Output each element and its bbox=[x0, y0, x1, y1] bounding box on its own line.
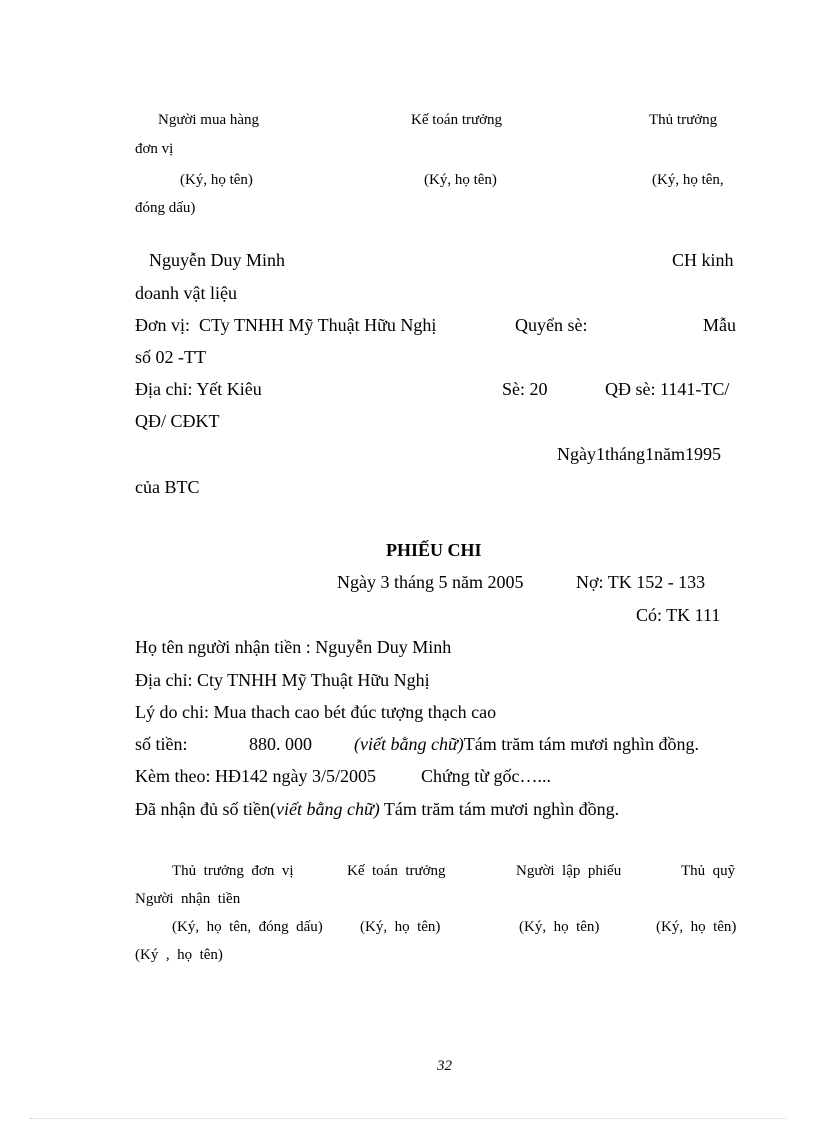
bottom-sign-accountant: (Ký, họ tên) bbox=[360, 919, 441, 935]
header-address: Địa chỉ: Yết Kiêu bbox=[135, 379, 262, 399]
form-label: Mẫu bbox=[703, 315, 736, 335]
bottom-sig-accountant: Kế toán trưởng bbox=[347, 863, 446, 879]
received-words-label: viết bằng chữ) bbox=[275, 799, 380, 819]
page-number: 32 bbox=[437, 1058, 452, 1074]
amount-value: 880. 000 bbox=[249, 734, 312, 754]
received-words: Tám trăm tám mươi nghìn đồng. bbox=[379, 799, 620, 819]
voucher-title: PHIẾU CHI bbox=[386, 540, 482, 560]
amount-words-line bbox=[354, 735, 699, 753]
signature-title-chief-accountant: Kế toán trưởng bbox=[411, 112, 503, 128]
sign-note-buyer: (Ký, họ tên) bbox=[180, 172, 253, 188]
bottom-sig-preparer: Người lập phiếu bbox=[516, 863, 622, 879]
bottom-sign-receiver: (Ký , họ tên) bbox=[135, 947, 223, 963]
received-prefix: Đã nhận đủ số tiền( bbox=[135, 799, 276, 819]
decision-number: QĐ sè: 1141-TC/ bbox=[605, 379, 730, 399]
credit-account: Có: TK 111 bbox=[636, 605, 721, 625]
book-label: Quyển sè: bbox=[515, 315, 588, 335]
payment-reason: Lý do chi: Mua thach cao bét đúc tượng thạch cao bbox=[135, 702, 497, 722]
amount-words: Tám trăm tám mươi nghìn đồng. bbox=[463, 734, 700, 754]
bottom-sign-cashier: (Ký, họ tên) bbox=[656, 919, 737, 935]
decision-number-cont: QĐ/ CĐKT bbox=[135, 411, 220, 431]
attached-documents: Kèm theo: HĐ142 ngày 3/5/2005 bbox=[135, 766, 376, 786]
signature-title-head-cont: đơn vị bbox=[135, 141, 174, 157]
bottom-sig-head: Thủ trưởng đơn vị bbox=[172, 863, 294, 879]
sign-note-head-cont: đóng dấu) bbox=[135, 200, 196, 216]
bottom-sig-cashier: Thủ quỹ bbox=[681, 863, 736, 879]
head-name-cont: doanh vật liệu bbox=[135, 283, 237, 303]
form-code: số 02 -TT bbox=[135, 347, 206, 367]
amount-words-label: (viết bằng chữ) bbox=[354, 734, 464, 754]
debit-account: Nợ: TK 152 - 133 bbox=[576, 572, 706, 592]
receiver-address: Địa chỉ: Cty TNHH Mỹ Thuật Hữu Nghị bbox=[135, 670, 430, 690]
head-name: CH kinh bbox=[672, 250, 734, 270]
decision-date: Ngày1tháng1năm1995 bbox=[557, 444, 721, 464]
amount-label: số tiền: bbox=[135, 734, 188, 754]
document-number: Sè: 20 bbox=[502, 379, 548, 399]
bottom-sign-preparer: (Ký, họ tên) bbox=[519, 919, 600, 935]
original-documents: Chứng từ gốc…... bbox=[421, 766, 552, 786]
sign-note-accountant: (Ký, họ tên) bbox=[424, 172, 497, 188]
buyer-name: Nguyễn Duy Minh bbox=[149, 250, 285, 270]
sign-note-head: (Ký, họ tên, bbox=[652, 172, 724, 188]
decision-issuer: của BTC bbox=[135, 477, 200, 497]
footer-divider bbox=[30, 1118, 786, 1119]
receiver-line: Họ tên người nhận tiền : Nguyễn Duy Minh bbox=[135, 637, 452, 657]
voucher-date: Ngày 3 tháng 5 năm 2005 bbox=[337, 572, 524, 592]
received-line bbox=[135, 800, 619, 818]
signature-title-head: Thủ trưởng bbox=[649, 112, 718, 128]
bottom-sig-receiver: Người nhận tiền bbox=[135, 891, 241, 907]
unit-line: Đơn vị: CTy TNHH Mỹ Thuật Hữu Nghị bbox=[135, 315, 437, 335]
signature-title-buyer: Người mua hàng bbox=[158, 112, 260, 128]
bottom-sign-head: (Ký, họ tên, đóng dấu) bbox=[172, 919, 323, 935]
